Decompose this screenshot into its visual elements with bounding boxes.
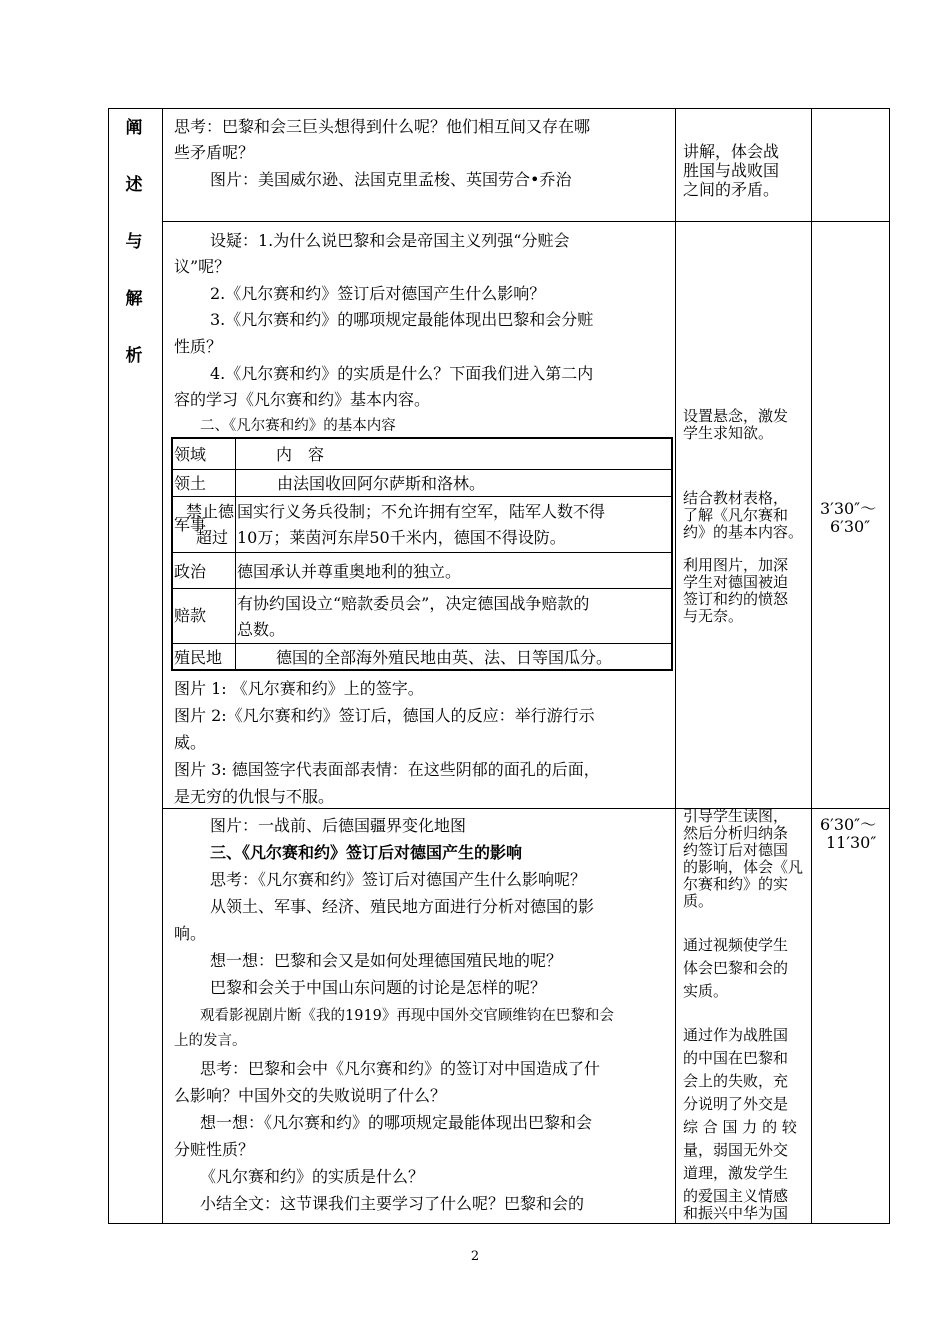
text-line: 上的发言。 [174,1033,247,1049]
teaching-note: 利用图片，加深 [683,556,789,574]
text-line: 响。 [174,924,207,943]
text-line: 想一想：《凡尔赛和约》的哪项规定最能体现出巴黎和会 [200,1113,593,1132]
picture-caption: 图片 2:《凡尔赛和约》签订后，德国人的反应：举行游行示 [174,706,595,725]
table-cell-field: 赔款 [174,606,207,625]
table-row-divider [171,588,673,589]
question-line: 2.《凡尔赛和约》签订后对德国产生什么影响？ [210,284,546,303]
teaching-note: 讲解，体会战 [683,142,780,161]
section-heading: 三、《凡尔赛和约》签订后对德国产生的影响 [210,843,523,862]
table-header-field: 领域 [174,445,207,464]
teaching-note: 体会巴黎和会的 [683,959,789,977]
table-cell-content: 德国的全部海外殖民地由英、法、日等国瓜分。 [276,648,613,667]
text-line: 图片：美国威尔逊、法国克里孟梭、英国劳合•乔治 [210,170,572,189]
table-cell-field: 军事 [174,515,207,534]
question-line: 性质？ [174,337,223,356]
table-row-divider [171,643,673,644]
teaching-note: 结合教材表格， [683,489,789,507]
question-line: 议”呢？ [174,257,231,276]
teaching-note: 约签订后对德国 [683,841,789,859]
teaching-note: 尔赛和约》的实 [683,875,789,893]
question-line: 设疑：1.为什么说巴黎和会是帝国主义列强“分赃会 [210,231,570,250]
teaching-note: 通过作为战胜国 [683,1026,789,1044]
picture-caption: 是无穷的仇恨与不服。 [174,787,335,806]
table-cell-field: 殖民地 [174,648,223,667]
table-cell-content: 10万；莱茵河东岸50千米内，德国不得设防。 [237,528,566,547]
teaching-note: 学生求知欲。 [683,424,774,442]
section-heading: 二、《凡尔赛和约》的基本内容 [200,418,396,434]
table-cell-content: 德国承认并尊重奥地利的独立。 [237,562,462,581]
teaching-note: 的影响，体会《凡 [683,858,804,876]
text-line: 想一想：巴黎和会又是如何处理德国殖民地的呢？ [210,951,563,970]
text-line: 些矛盾呢？ [174,143,255,162]
teaching-note: 的爱国主义情感 [683,1187,789,1205]
teaching-note: 通过视频使学生 [683,936,789,954]
picture-caption: 图片 3: 德国签字代表面部表情：在这些阴郁的面孔的后面， [174,760,600,779]
teaching-note: 与无奈。 [683,607,744,625]
teaching-note: 胜国与战败国 [683,161,780,180]
side-label-char: 述 [125,175,143,195]
text-line: 分赃性质？ [174,1140,255,1159]
text-line: 从领土、军事、经济、殖民地方面进行分析对德国的影 [210,897,595,916]
column-divider [162,108,163,1224]
side-label-char: 解 [125,289,143,309]
table-cell-content: 超过 [196,528,229,547]
teaching-note: 实质。 [683,982,729,1000]
table-cell-content: 总数。 [237,620,286,639]
teaching-note: 和振兴中华为国 [683,1204,789,1222]
time-range: 11′30″ [826,833,877,852]
table-cell-content: 国实行义务兵役制；不允许拥有空军，陆军人数不得 [237,502,606,521]
row-divider [162,221,890,222]
table-column-divider [235,437,236,671]
side-label-char: 阐 [125,118,143,138]
table-cell-content: 有协约国设立“赔款委员会”，决定德国战争赔款的 [237,594,590,613]
teaching-note: 之间的矛盾。 [683,180,780,199]
time-range: 6′30″～ [820,815,877,834]
text-line: 图片：一战前、后德国疆界变化地图 [210,816,467,835]
text-line: 思考：巴黎和会中《凡尔赛和约》的签订对中国造成了什 [200,1059,601,1078]
column-divider [811,108,812,1224]
teaching-note: 设置悬念，激发 [683,407,789,425]
teaching-note: 然后分析归纳条 [683,824,789,842]
question-line: 4.《凡尔赛和约》的实质是什么？下面我们进入第二内 [210,364,594,383]
table-row-divider [171,469,673,470]
text-line: 思考：《凡尔赛和约》签订后对德国产生什么影响呢？ [210,870,587,889]
teaching-note: 了解《凡尔赛和 [683,506,789,524]
page-number: 2 [470,1249,480,1264]
teaching-note: 分说明了外交是 [683,1095,789,1113]
teaching-note: 签订和约的愤怒 [683,590,789,608]
column-divider [675,108,676,1224]
text-line: 小结全文：这节课我们主要学习了什么呢？巴黎和会的 [200,1194,585,1213]
text-line: 么影响？中国外交的失败说明了什么？ [174,1086,447,1105]
teaching-note: 道理，激发学生 [683,1164,789,1182]
teaching-note: 综 合 国 力 的 较 [683,1118,797,1136]
text-line: 观看影视剧片断《我的1919》再现中国外交官顾维钧在巴黎和会 [200,1008,614,1024]
teaching-note: 会上的失败，充 [683,1072,789,1090]
side-label-char: 析 [125,346,143,366]
table-header-content: 内 容 [276,445,325,464]
side-label-char: 与 [125,232,143,252]
text-line: 《凡尔赛和约》的实质是什么？ [200,1167,425,1186]
question-line: 容的学习《凡尔赛和约》基本内容。 [174,390,431,409]
teaching-note: 质。 [683,892,714,910]
text-line: 巴黎和会关于中国山东问题的讨论是怎样的呢？ [210,978,547,997]
table-cell-content: 由法国收回阿尔萨斯和洛林。 [277,474,486,493]
teaching-note: 引导学生读图， [683,807,789,825]
table-row-divider [171,552,673,553]
teaching-note: 约》的基本内容。 [683,523,804,541]
teaching-note: 学生对德国被迫 [683,573,789,591]
text-line: 思考：巴黎和会三巨头想得到什么呢？他们相互间又存在哪 [174,117,591,136]
table-cell-field: 政治 [174,562,207,581]
table-cell-field: 领土 [174,474,207,493]
teaching-note: 的中国在巴黎和 [683,1049,789,1067]
table-cell-content: 禁止德 [186,502,235,521]
time-range: 6′30″ [830,517,871,536]
picture-caption: 威。 [174,733,207,752]
teaching-note: 量，弱国无外交 [683,1141,789,1159]
picture-caption: 图片 1: 《凡尔赛和约》上的签字。 [174,679,424,698]
time-range: 3′30″～ [820,499,877,518]
question-line: 3.《凡尔赛和约》的哪项规定最能体现出巴黎和会分赃 [210,310,594,329]
